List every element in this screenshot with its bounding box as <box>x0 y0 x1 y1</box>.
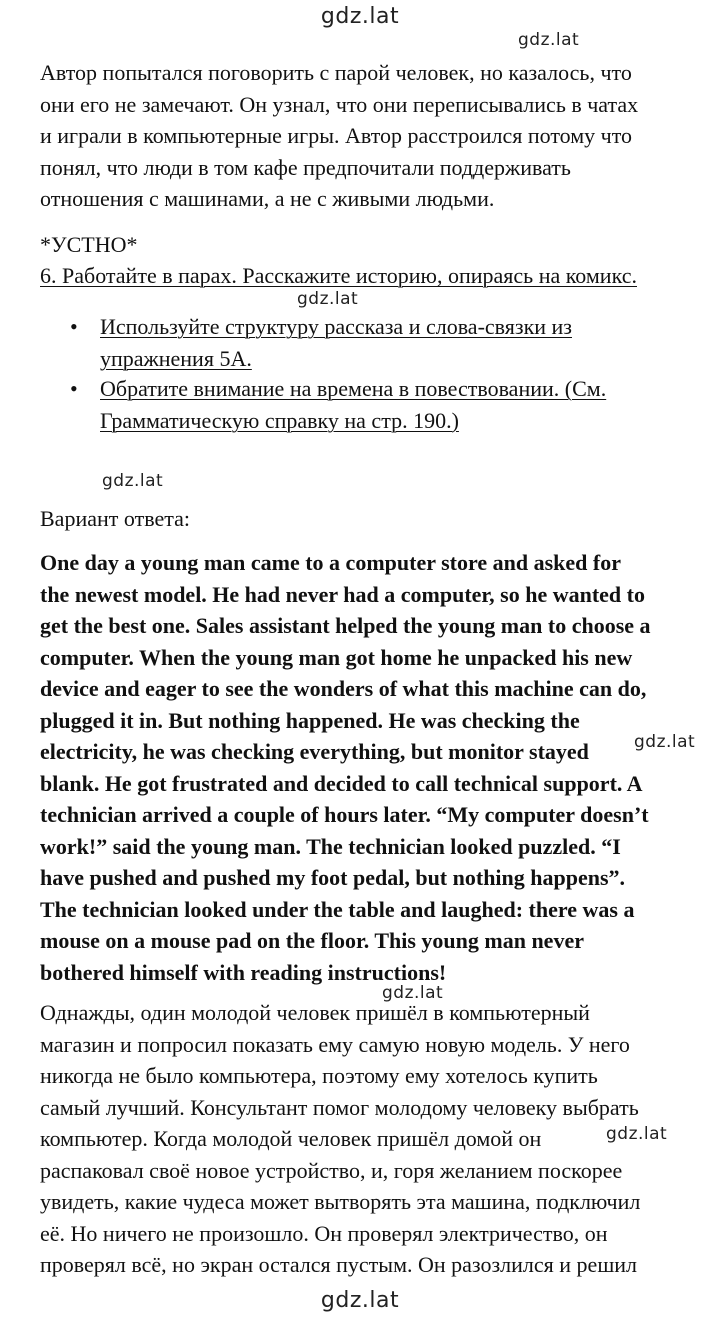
text-line: device and eager to see the wonders of what this machine can do, <box>40 676 647 701</box>
answer-label: Вариант ответа: <box>40 506 190 531</box>
bullet-marker: • <box>70 314 78 339</box>
bullet-marker: • <box>70 376 78 401</box>
watermark: gdz.lat <box>518 30 580 50</box>
text-line: самый лучший. Консультант помог молодому человеку выбрать <box>40 1094 639 1120</box>
watermark: gdz.lat <box>382 983 444 1003</box>
text-line: plugged it in. But nothing happened. He was checking the <box>40 707 580 733</box>
text-line: bothered himself with reading instructions! <box>40 959 447 985</box>
russian-translation <box>40 997 640 1281</box>
watermark-top: gdz.lat <box>320 4 400 29</box>
text-line: и играли в компьютерные игры. Автор расстроился потому что <box>40 123 633 148</box>
bullet-item <box>100 311 572 374</box>
text-line: blank. He got frustrated and decided to call technical support. A <box>40 770 643 796</box>
watermark: gdz.lat <box>297 289 359 309</box>
bullet-item <box>100 373 606 436</box>
text-line: магазин и попросил показать ему самую новую модель. У него <box>40 1031 630 1057</box>
text-line: её. Но ничего не произошло. Он проверял электричество, он <box>40 1220 608 1246</box>
bullet-line: Грамматическую справку на стр. 190.) <box>100 407 459 433</box>
text-line: Однажды, один молодой человек пришёл в компьютерный <box>40 1000 590 1025</box>
text-line: have pushed and pushed my foot pedal, but nothing happens”. <box>40 865 626 890</box>
watermark-bottom: gdz.lat <box>320 1288 400 1313</box>
text-line: get the best one. Sales assistant helped the young man to choose a <box>40 613 651 638</box>
text-line: Автор попытался поговорить с парой человек, но казалось, что <box>40 60 632 85</box>
text-line: The technician looked under the table and laughed: there was a <box>40 896 635 922</box>
text-line: понял, что люди в том кафе предпочитали поддерживать <box>40 154 571 180</box>
bullet-line: упражнения 5А. <box>100 345 252 371</box>
text-line: electricity, he was checking everything, but monitor stayed <box>40 739 589 764</box>
english-story <box>40 547 651 988</box>
text-line: никогда не было компьютера, поэтому ему хотелось купить <box>40 1063 598 1088</box>
text-line: technician arrived a couple of hours later. “My computer doesn’t <box>40 802 649 827</box>
text-line: the newest model. He had never had a computer, so he wanted to <box>40 581 645 607</box>
text-line: они его не замечают. Он узнал, что они переписывались в чатах <box>40 91 639 117</box>
text-line: computer. When the young man got home he unpacked his new <box>40 644 633 670</box>
text-line: отношения с машинами, а не с живыми людьми. <box>40 186 495 211</box>
text-line: work!” said the young man. The technician looked puzzled. “I <box>40 833 621 859</box>
oral-label: *УСТНО* <box>40 232 138 257</box>
task-heading: 6. Работайте в парах. Расскажите историю, опираясь на комикс. <box>40 263 637 288</box>
text-line: распаковал своё новое устройство, и, горя желанием поскорее <box>40 1157 623 1183</box>
watermark: gdz.lat <box>606 1124 668 1144</box>
bullet-line: Используйте структуру рассказа и слова-связки из <box>100 314 572 339</box>
watermark: gdz.lat <box>102 471 164 491</box>
text-line: One day a young man came to a computer store and asked for <box>40 550 621 575</box>
bullet-line: Обратите внимание на времена в повествовании. (См. <box>100 376 607 401</box>
text-line: увидеть, какие чудеса может вытворять эта машина, подключил <box>40 1189 641 1214</box>
text-line: компьютер. Когда молодой человек пришёл домой он <box>40 1126 542 1151</box>
watermark: gdz.lat <box>634 732 696 752</box>
summary-paragraph <box>40 57 638 215</box>
text-line: проверял всё, но экран остался пустым. Он разозлился и решил <box>40 1252 638 1277</box>
text-line: mouse on a mouse pad on the floor. This young man never <box>40 928 584 953</box>
